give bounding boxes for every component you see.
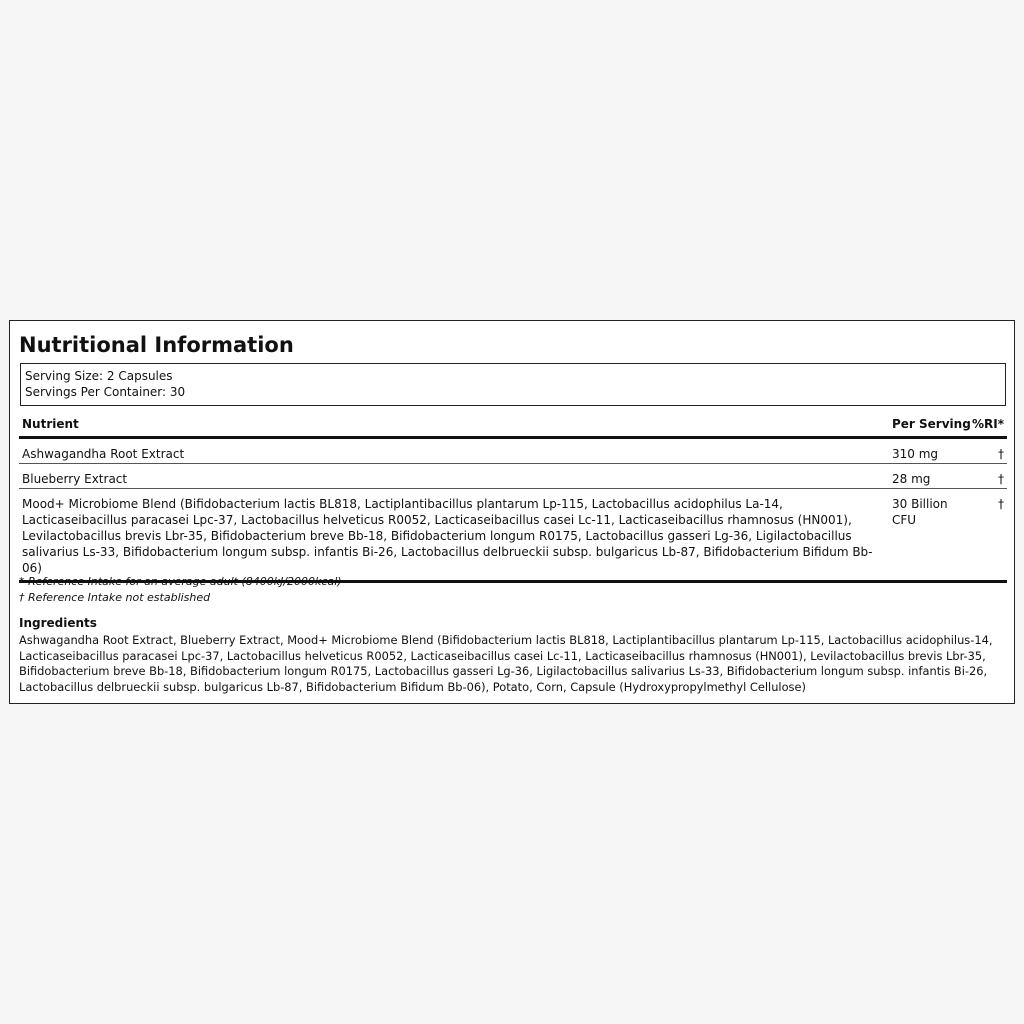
- nutrient-amount: 30 Billion CFU: [889, 489, 963, 582]
- nutrient-table: [19, 413, 1007, 583]
- nutrient-amount: 310 mg: [889, 438, 963, 464]
- servings-per-container: Servings Per Container: 30: [25, 385, 186, 399]
- nutrient-amount: 28 mg: [889, 464, 963, 489]
- header-ri: %RI*: [963, 413, 1007, 438]
- nutrient-ri: †: [963, 489, 1007, 582]
- table-row: [19, 438, 1007, 464]
- nutrient-name: Mood+ Microbiome Blend (Bifidobacterium lactis BL818, Lactiplantibacillus plantarum Lp-115, Lactobacillus acidophilus La-14, Lacticaseibacillus paracasei Lpc-37, Lactobacillus helveticus R0052, Lacticaseibacillus casei Lc-11, Lacticaseibacillus rhamnosus (HN001), Levilactobacillus brevis Lbr-35, Bifidobacterium breve Bb-18, Bifidobacterium longum R0175, Lactobacillus gasseri Lg-36, Ligilactobacillus salivarius Ls-33, Bifidobacterium longum subsp. infantis Bi-26, Lactobacillus delbrueckii subsp. bulgaricus Lb-87, Bifidobacterium Bifidum Bb-06): [19, 489, 889, 582]
- serving-size: Serving Size: 2 Capsules: [25, 369, 173, 383]
- nutrient-ri: †: [963, 464, 1007, 489]
- ingredients-text: Ashwagandha Root Extract, Blueberry Extract, Mood+ Microbiome Blend (Bifidobacterium lactis BL818, Lactiplantibacillus plantarum Lp-115, Lactobacillus acidophilus-14, Lacticaseibacillus paracasei Lpc-37, Lactobacillus helveticus R0052, Lacticaseibacillus casei Lc-11, Lacticaseibacillus rhamnosus (HN001), Levilactobacillus brevis Lbr-35, Bifidobacterium breve Bb-18, Bifidobacterium longum R0175, Lactobacillus gasseri Lg-36, Ligilactobacillus salivarius Ls-33, Bifidobacterium longum subsp. infantis Bi-26, Lactobacillus delbrueckii subsp. bulgaricus Lb-87, Bifidobacterium Bifidum Bb-06), Potato, Corn, Capsule (Hydroxypropylmethyl Cellulose): [19, 633, 993, 694]
- footnotes: [19, 574, 342, 606]
- panel-title: Nutritional Information: [19, 333, 294, 357]
- nutrient-ri: †: [963, 438, 1007, 464]
- nutrition-panel: [9, 320, 1015, 704]
- table-row: [19, 489, 1007, 582]
- table-row: [19, 464, 1007, 489]
- table-header-row: [19, 413, 1007, 438]
- header-per-serving: Per Serving: [889, 413, 963, 438]
- header-nutrient: Nutrient: [19, 413, 889, 438]
- nutrient-name: Blueberry Extract: [19, 464, 889, 489]
- nutrient-name: Ashwagandha Root Extract: [19, 438, 889, 464]
- footnote-not-established: † Reference Intake not established: [19, 591, 211, 604]
- footnote-reference-intake: * Reference Intake for an average adult (8400kJ/2000kcal): [19, 575, 342, 588]
- ingredients-heading: Ingredients: [19, 616, 97, 630]
- serving-info-box: [20, 363, 1006, 406]
